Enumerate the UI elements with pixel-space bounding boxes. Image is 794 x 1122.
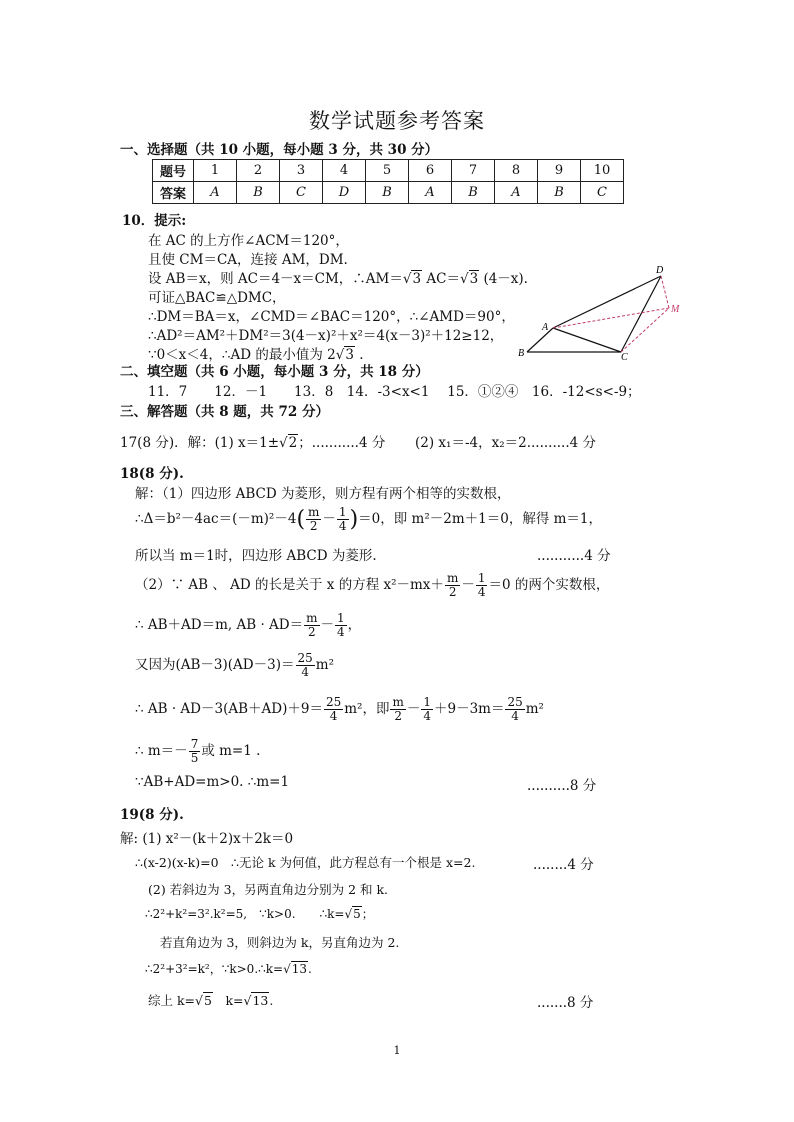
q19-line: 解: (1) x²－(k＋2)x＋2k＝0 [120,831,294,847]
numerator: 25 [507,695,523,709]
q18-text: ∴ m＝－ [135,743,188,759]
sqrt-value: 13 [291,962,308,976]
table-cell: 7 [452,160,495,182]
fraction [476,572,488,599]
fraction [296,652,315,679]
hint-line: ∴DM＝BA＝x，∠CMD＝∠BAC＝120°，∴∠AMD＝90°， [148,309,515,325]
q18-text: 或 m=1 . [201,743,261,759]
table-cell: A [495,182,538,204]
hint-heading: 10．提示: [122,213,187,229]
score-marker: ........4 分 [533,857,594,873]
fraction [421,696,433,723]
numerator: 1 [477,571,486,585]
fraction [189,738,201,765]
fraction [505,696,524,723]
q18-line [135,696,544,723]
fraction [304,612,319,639]
table-cell: C [581,182,624,204]
table-cell: B [452,182,495,204]
q18-line [135,652,334,679]
q19-line: ∴2²+3²=k²，∵k>0.∴k=√13. [145,962,312,976]
table-cell: B [538,182,581,204]
q18-text: ＝0 的两个实数根， [488,577,610,593]
q18-line: 解：（1）四边形 ABCD 为菱形，则方程有两个相等的实数根， [135,486,511,502]
sqrt-value: 3 [469,271,479,287]
q19-heading: 19(8 分). [120,807,184,823]
score-marker: .......8 分 [537,995,594,1011]
fill-answers: 11．7 12．－1 13．8 14．-3<x<1 15．①②④ 16．-12<s<-9； [148,384,641,400]
hint-text: . [354,347,364,363]
table-cell: A [194,182,237,204]
denominator: 4 [301,665,309,679]
point-label-M: M [671,304,680,315]
numerator: m [446,571,459,585]
q19-line: 若直角边为 3，则斜边为 k，另直角边为 2. [160,935,400,950]
q19-text: ； [361,907,374,921]
table-cell: 8 [495,160,538,182]
q19-text: . [269,993,274,1008]
table-cell: 3 [280,160,323,182]
denominator: 2 [448,585,457,599]
point-label-A: A [542,322,549,333]
q19-line: ∴2²+k²=3².k²=5, ∵k>0. ∴k=√5； [145,907,374,921]
hint-text: AC＝ [422,271,460,287]
denominator: 4 [338,519,347,533]
score-marker: ..........8 分 [527,778,597,794]
denominator: 4 [329,709,338,723]
denominator: 5 [190,751,199,765]
denominator: 4 [337,625,345,639]
geometry-figure [515,262,690,362]
table-cell: 4 [323,160,366,182]
q18-line: 所以当 m＝1时，四边形 ABCD 为菱形. [135,548,377,564]
hint-line: ∵0＜x＜4，∴AD 的最小值为 2√3 . [148,347,364,363]
q18-text: 又因为(AB－3)(AD－3)＝ [135,657,295,673]
q19-text: ∴2²+k²=3².k²=5, ∵k>0. ∴k= [145,907,345,921]
q17-part2: (2) x₁＝-4，x₂＝2..........4 分 [415,435,596,451]
q18-text: （2）∵ AB 、 AD 的长是关于 x 的方程 x²－mx＋ [135,577,444,593]
q19-text: ∴2²+3²=k²，∵k>0.∴k= [145,962,284,976]
q18-text: － [461,577,475,593]
q18-heading: 18(8 分). [120,466,184,482]
hint-text: 设 AB＝x，则 AC＝4－x＝CM，∴AM＝ [148,271,403,287]
numerator: m [306,611,318,625]
q18-text: m²，即 [344,701,390,717]
q18-text: ∴Δ＝b²－4ac＝(－m)²－4 [135,511,297,527]
q18-text: － [320,617,335,633]
score-marker: ...........4 分 [537,548,611,564]
table-cell: 1 [194,160,237,182]
q18-line: ∴Δ＝b²－4ac＝(－m)²－4( $\frac{m}{2}$ － $\frac{1}{4}$ )＝0，即 m²－2m＋1＝0，解得 m＝1， [135,505,602,533]
fraction [337,506,349,533]
numerator: 25 [297,651,313,665]
hint-line: 可证△BAC≌△DMC， [148,290,286,306]
sqrt-value: 13 [252,993,269,1008]
page-number: 1 [393,1044,401,1057]
denominator: 4 [423,709,431,723]
numerator: 7 [190,737,199,751]
q18-text: m² [315,657,334,673]
hint-text: (4－x). [479,271,528,287]
q18-line [135,612,361,639]
table-cell: D [323,182,366,204]
table-header-answer: 答案 [153,182,194,204]
q18-text: ＋9－3m＝ [433,701,505,717]
hint-line: 设 AB＝x，则 AC＝4－x＝CM，∴AM＝√3 AC＝√3 (4－x). [148,271,528,287]
q19-line: 综上 k=√5 k=√13. [148,993,274,1008]
sqrt-value: 2 [288,435,298,451]
section-2-heading: 二、填空题（共 6 小题，每小题 3 分，共 18 分） [120,364,429,380]
point-label-B: B [518,348,525,359]
page-title: 数学试题参考答案 [309,109,485,133]
sqrt-value: 5 [204,993,212,1008]
q18-text: m² [525,701,544,717]
q19-text: 综上 k= [148,993,196,1008]
table-cell: 5 [366,160,409,182]
answer-table-answer-row [153,182,624,204]
denominator: 2 [394,709,402,723]
table-cell: A [409,182,452,204]
numerator: 1 [423,695,431,709]
segment-CD [621,276,661,352]
q17-text: ；...........4 分 [298,435,386,451]
denominator: 4 [511,709,519,723]
table-cell: B [237,182,280,204]
q17-line: 17(8 分)．解：(1) x＝1±√2；...........4 分 [120,435,386,451]
table-cell: 6 [409,160,452,182]
q18-text: ∴ AB＋AD＝m, AB · AD＝ [135,617,304,633]
q18-text: ∴ AB · AD－3(AB＋AD)＋9＝ [135,701,323,717]
segment-AD [553,276,661,328]
segment-AM [553,308,669,328]
section-1-heading: 一、选择题（共 10 小题，每小题 3 分，共 30 分） [120,142,439,158]
table-cell: 2 [237,160,280,182]
fraction [306,506,321,533]
q19-line: (2) 若斜边为 3，另两直角边分别为 2 和 k. [148,882,389,897]
denominator: 2 [309,519,318,533]
q18-line [135,738,260,765]
denominator: 4 [477,585,486,599]
numerator: 1 [338,505,347,519]
numerator: m [308,505,320,519]
table-cell: 9 [538,160,581,182]
section-3-heading: 三、解答题（共 8 题，共 72 分） [120,404,329,420]
table-cell: 10 [581,160,624,182]
q18-line [135,572,609,599]
numerator: m [392,695,404,709]
point-label-C: C [621,352,628,362]
numerator: 1 [337,611,345,625]
q18-text: ， [347,617,362,633]
hint-line: 在 AC 的上方作∠ACM＝120°， [148,233,349,249]
q17-text: 17(8 分)．解：(1) x＝1± [120,435,280,451]
table-header-number: 题号 [153,160,194,182]
q19-text: k= [212,993,244,1008]
segment-DM [661,276,669,308]
point-label-D: D [656,265,664,276]
fraction [324,696,343,723]
fraction [390,696,405,723]
hint-line: 且使 CM＝CA，连接 AM，DM. [148,252,348,268]
segment-BA [527,328,553,352]
q18-line: ∵AB+AD=m>0. ∴m=1 [135,774,290,790]
q19-text: . [308,962,312,976]
table-cell: C [280,182,323,204]
table-cell: B [366,182,409,204]
segment-AC [553,328,621,352]
sqrt-value: 3 [412,271,422,287]
q18-text: － [406,701,421,717]
sqrt-value: 5 [353,907,361,921]
answer-table [152,159,624,204]
denominator: 2 [308,625,316,639]
q18-text: ＝0，即 m²－2m＋1＝0，解得 m＝1， [358,511,602,527]
hint-line: ∴AD²＝AM²＋DM²＝3(4－x)²＋x²＝4(x－3)²＋12≥12， [148,328,504,344]
q19-line: ∴(x-2)(x-k)=0 ∴无论 k 为何值，此方程总有一个根是 x=2. [135,855,476,870]
answer-table-number-row [153,160,624,182]
q18-text: － [322,511,336,527]
numerator: 25 [325,695,342,709]
sqrt-value: 3 [345,347,354,363]
fraction [445,572,460,599]
hint-text: ∵0＜x＜4，∴AD 的最小值为 2 [148,347,336,363]
fraction [335,612,347,639]
